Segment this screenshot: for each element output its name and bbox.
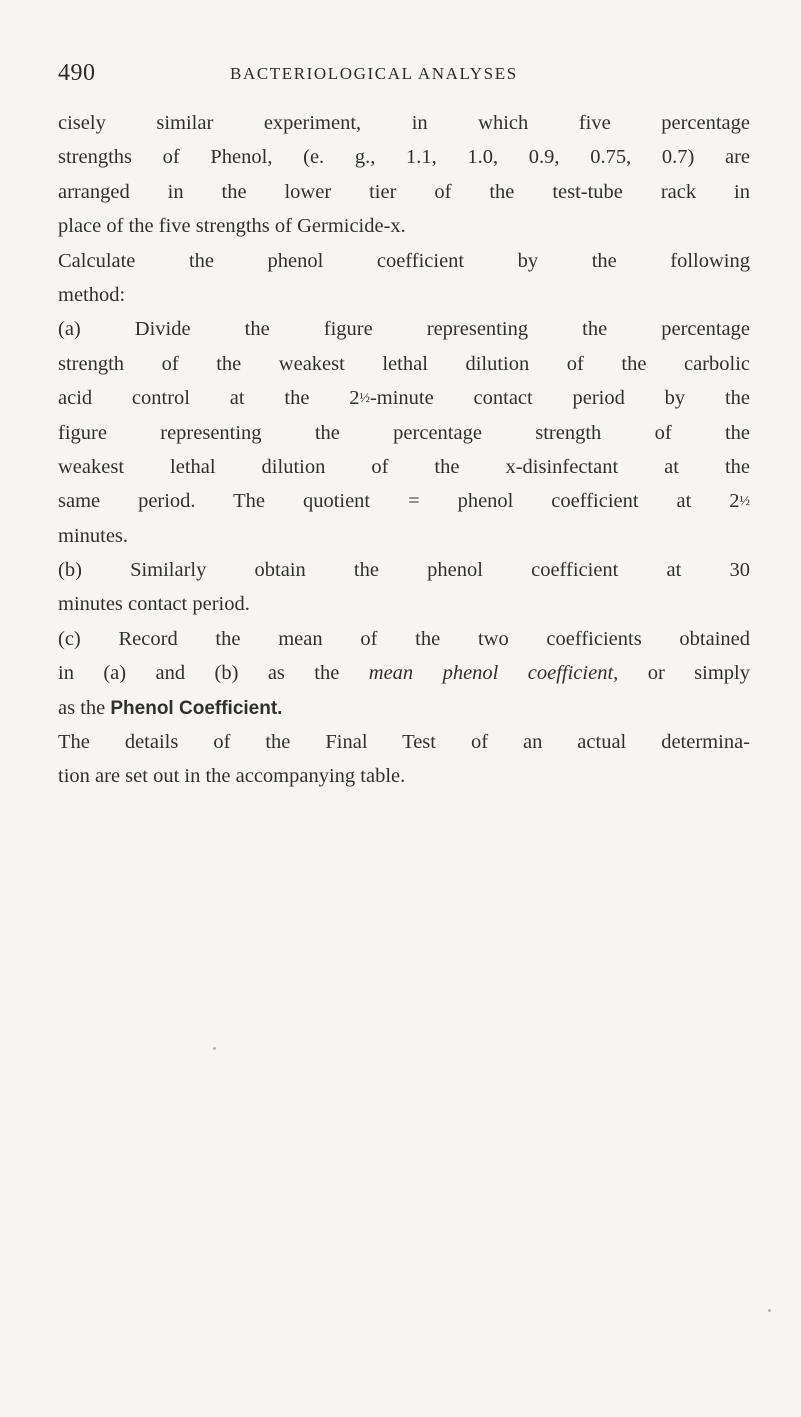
page-header xyxy=(58,60,748,92)
italic-phrase: mean phenol coefficient, xyxy=(368,662,619,685)
running-head: BACTERIOLOGICAL ANALYSES xyxy=(230,64,518,83)
body-text xyxy=(58,106,750,794)
text-line: tion are set out in the accompanying table. xyxy=(58,765,406,788)
fraction: ½ xyxy=(739,494,750,510)
text-line xyxy=(58,691,750,725)
text-line: Calculate the phenol coefficient by the following xyxy=(58,249,750,272)
print-speck xyxy=(213,1047,216,1050)
text-line: (b) Similarly obtain the phenol coefficient at 30 xyxy=(58,559,750,582)
text-line: (a) Divide the figure representing the percentage xyxy=(58,318,750,341)
text-line: arranged in the lower tier of the test-tube rack in xyxy=(58,180,750,203)
text-line: figure representing the percentage strength of the xyxy=(58,421,750,444)
text-line: cisely similar experiment, in which five percentage xyxy=(58,112,750,134)
page-number: 490 xyxy=(58,60,96,86)
bold-term: Phenol Coefficient. xyxy=(110,697,283,719)
text-line xyxy=(58,656,750,690)
text-fragment: as the xyxy=(58,696,111,719)
print-speck xyxy=(768,1309,771,1312)
text-line: strengths of Phenol, (e. g., 1.1, 1.0, 0.9, 0.75, 0.7) are xyxy=(58,146,750,169)
text-fragment: in (a) and (b) as the xyxy=(58,662,369,685)
text-line: The details of the Final Test of an actual determina- xyxy=(58,731,750,754)
text-fragment: -minute contact period by the xyxy=(369,387,750,410)
text-fragment: acid control at the 2 xyxy=(58,387,360,410)
text-line: strength of the weakest lethal dilution of the carbolic xyxy=(58,352,750,375)
text-line xyxy=(58,381,750,415)
text-line: minutes contact period. xyxy=(58,593,250,616)
text-line: (c) Record the mean of the two coefficients obtained xyxy=(58,627,750,650)
text-line: weakest lethal dilution of the x-disinfectant at the xyxy=(58,455,750,478)
text-fragment: same period. The quotient = phenol coefficient at 2 xyxy=(58,490,740,513)
text-line: method: xyxy=(58,283,126,306)
text-line xyxy=(58,484,750,518)
fraction: ½ xyxy=(359,391,370,407)
text-fragment: or simply xyxy=(618,662,750,685)
text-line: place of the five strengths of Germicide-x. xyxy=(58,215,406,238)
text-line: minutes. xyxy=(58,524,129,547)
